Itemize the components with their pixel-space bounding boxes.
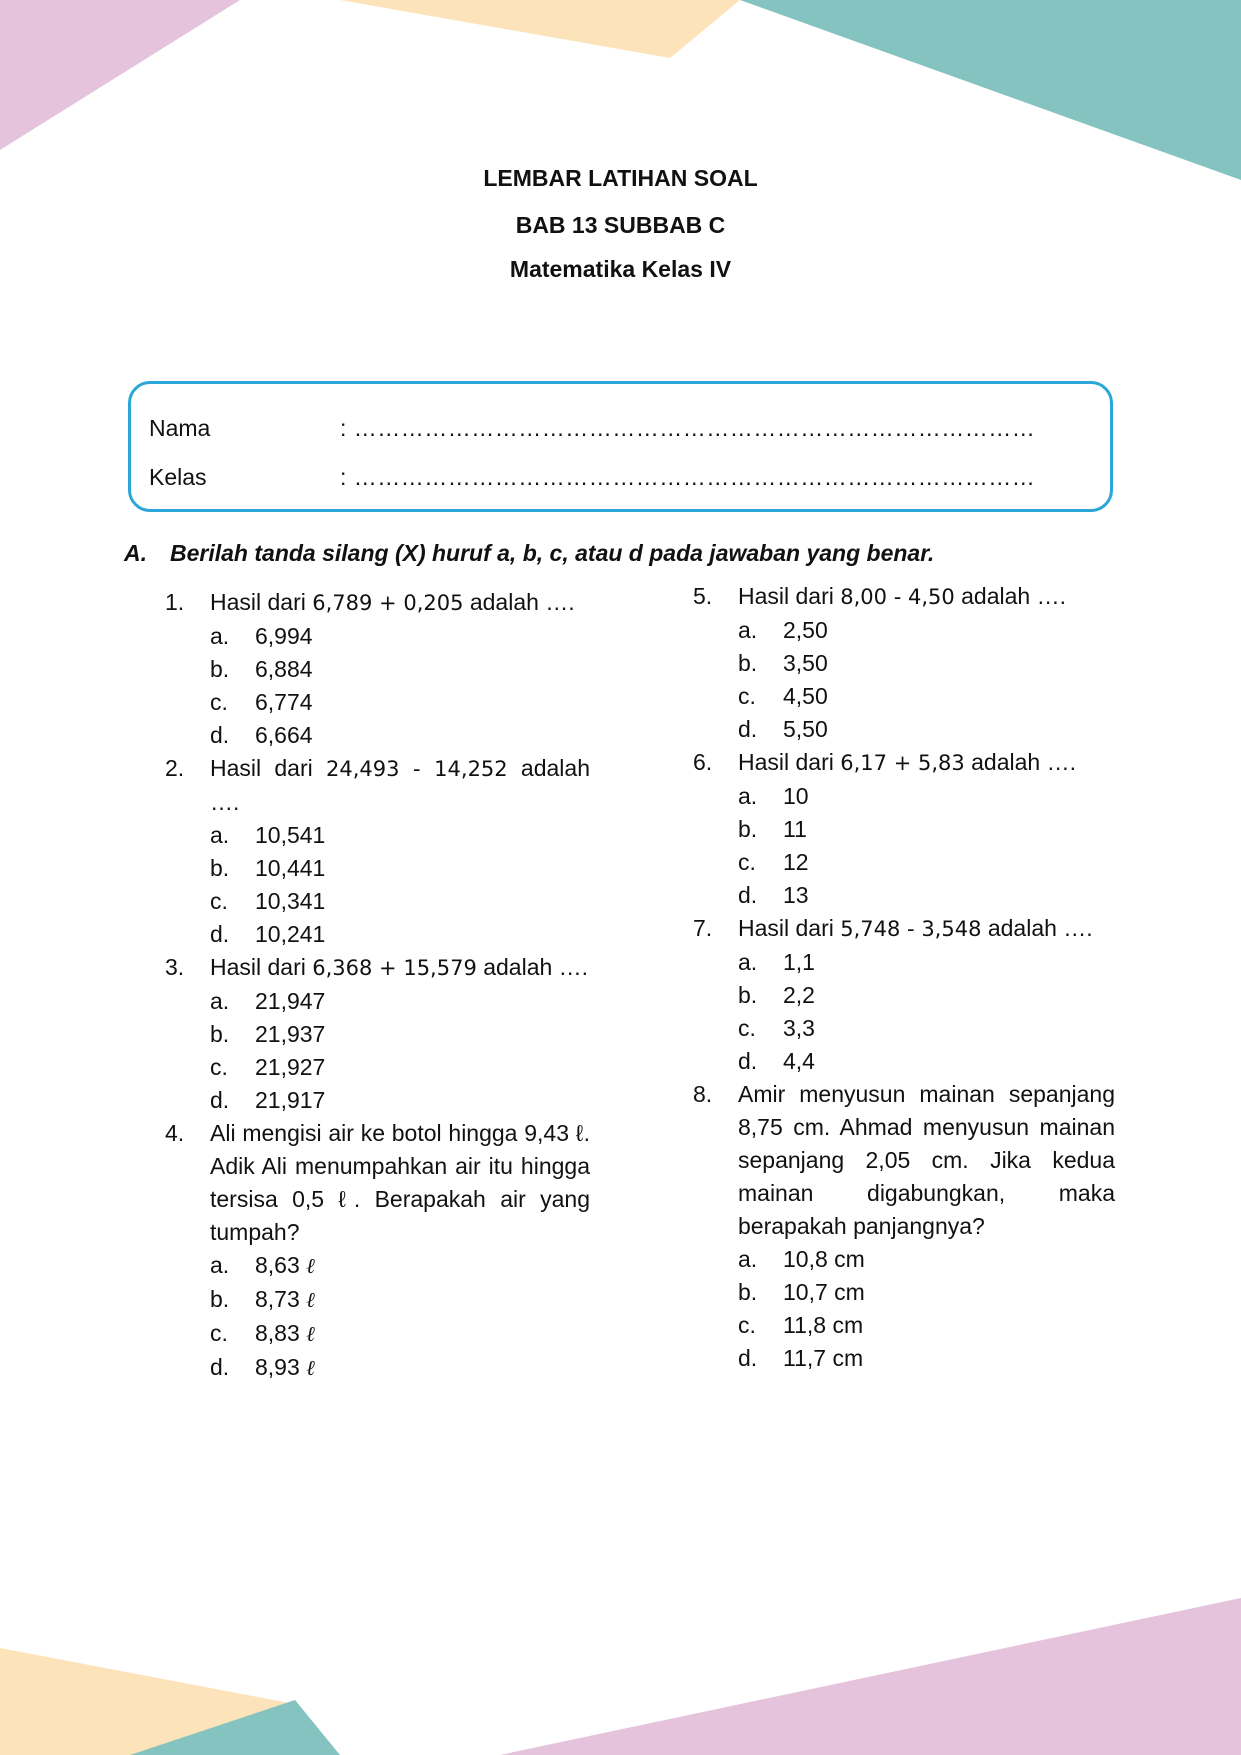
options-list	[738, 1243, 1115, 1375]
options-list	[210, 1249, 590, 1385]
question-expression: 6,368 + 15,579	[312, 956, 477, 980]
options-list	[738, 780, 1115, 912]
question-number: 4.	[165, 1120, 185, 1146]
litre-symbol: ℓ	[306, 1356, 315, 1380]
option-text: 10,341	[255, 888, 326, 914]
option-letter: d.	[738, 1048, 758, 1074]
question-suffix: adalah ….	[987, 915, 1093, 941]
litre-symbol: ℓ	[306, 1254, 315, 1278]
option-letter: c.	[738, 849, 756, 875]
name-field[interactable]: : ……………………………………………………………………………	[340, 415, 1036, 441]
option-letter: c.	[738, 1015, 756, 1041]
chapter-subtitle: BAB 13 SUBBAB C	[515, 212, 726, 238]
option-text: 1,1	[783, 949, 815, 975]
option-b[interactable]	[210, 852, 590, 885]
question-prefix: Hasil dari	[210, 589, 306, 615]
option-text: 5,50	[783, 716, 828, 742]
option-b[interactable]	[738, 1276, 1115, 1309]
option-c[interactable]	[738, 846, 1115, 879]
question-stem	[738, 580, 1115, 614]
student-identity-box	[128, 381, 1113, 512]
option-d[interactable]	[210, 918, 590, 951]
question-item	[165, 586, 590, 752]
option-text: 13	[783, 882, 809, 908]
question-suffix: adalah ….	[961, 583, 1066, 609]
question-item	[165, 752, 590, 951]
questions-left-column	[165, 586, 590, 1385]
options-list	[210, 819, 590, 951]
option-text: 8,63	[255, 1252, 300, 1278]
option-letter: b.	[210, 656, 230, 682]
option-d[interactable]	[210, 719, 590, 752]
options-list	[738, 614, 1115, 746]
option-text: 12	[783, 849, 809, 875]
option-text: 10,8 cm	[783, 1246, 865, 1272]
option-text: 10,7 cm	[783, 1279, 865, 1305]
option-letter: b.	[210, 1021, 230, 1047]
option-a[interactable]	[210, 1249, 590, 1283]
class-label: Kelas	[149, 464, 207, 490]
option-d[interactable]	[738, 879, 1115, 912]
question-number: 8.	[693, 1081, 713, 1107]
question-prefix: Hasil dari	[210, 755, 313, 781]
question-suffix: adalah ….	[483, 954, 589, 980]
question-stem	[738, 746, 1115, 780]
option-letter: a.	[738, 783, 758, 809]
option-letter: b.	[738, 1279, 758, 1305]
option-text: 21,917	[255, 1087, 326, 1113]
worksheet-title: LEMBAR LATIHAN SOAL	[483, 165, 758, 191]
option-letter: d.	[738, 1345, 758, 1371]
option-text: 6,994	[255, 623, 313, 649]
option-letter: a.	[738, 1246, 758, 1272]
option-text: 11,8 cm	[783, 1312, 864, 1338]
option-c[interactable]	[738, 680, 1115, 713]
option-a[interactable]	[738, 946, 1115, 979]
option-letter: a.	[210, 1252, 230, 1278]
instruction-text: Berilah tanda silang (X) huruf a, b, c, atau d pada jawaban yang benar.	[170, 540, 935, 566]
option-letter: d.	[210, 722, 230, 748]
option-c[interactable]	[738, 1012, 1115, 1045]
question-stem	[210, 951, 590, 985]
option-letter: c.	[738, 1312, 756, 1338]
option-letter: c.	[738, 683, 756, 709]
option-text: 6,664	[255, 722, 313, 748]
question-item	[165, 951, 590, 1117]
question-number: 2.	[165, 755, 185, 781]
question-number: 3.	[165, 954, 185, 980]
option-letter: d.	[738, 882, 758, 908]
question-expression: 5,748 - 3,548	[840, 917, 982, 941]
option-text: 2,2	[783, 982, 815, 1008]
option-letter: a.	[210, 623, 230, 649]
option-text: 3,3	[783, 1015, 815, 1041]
option-a[interactable]	[738, 1243, 1115, 1276]
option-a[interactable]	[210, 620, 590, 653]
option-text: 10,241	[255, 921, 326, 947]
option-a[interactable]	[738, 780, 1115, 813]
option-letter: b.	[738, 650, 758, 676]
section-a-instruction	[124, 540, 934, 567]
option-text: 21,937	[255, 1021, 326, 1047]
option-text: 21,947	[255, 988, 326, 1014]
option-b[interactable]	[210, 1283, 590, 1317]
question-prefix: Hasil dari	[738, 749, 834, 775]
question-item	[693, 580, 1115, 746]
option-c[interactable]	[210, 1317, 590, 1351]
option-text: 3,50	[783, 650, 828, 676]
option-text: 4,4	[783, 1048, 815, 1074]
question-prefix: Hasil dari	[738, 583, 834, 609]
option-text: 2,50	[783, 617, 828, 643]
section-letter: A.	[124, 540, 147, 566]
option-d[interactable]	[210, 1084, 590, 1117]
option-letter: c.	[210, 1054, 228, 1080]
question-stem	[210, 586, 590, 620]
question-suffix: adalah ….	[210, 755, 590, 815]
option-a[interactable]	[738, 614, 1115, 647]
options-list	[210, 620, 590, 752]
option-letter: b.	[210, 1286, 230, 1312]
question-number: 5.	[693, 583, 713, 609]
litre-symbol: ℓ	[306, 1288, 315, 1312]
question-stem: Amir menyusun mainan sepanjang 8,75 cm. Ahmad menyusun mainan sepanjang 2,05 cm. Jika kedua mainan digabungkan, maka berapakah panjangnya?	[738, 1081, 1115, 1239]
option-a[interactable]	[210, 985, 590, 1018]
option-letter: d.	[210, 921, 230, 947]
question-prefix: Hasil dari	[210, 954, 306, 980]
option-b[interactable]	[738, 813, 1115, 846]
option-text: 21,927	[255, 1054, 326, 1080]
name-label: Nama	[149, 415, 211, 441]
option-letter: d.	[210, 1087, 230, 1113]
option-c[interactable]	[210, 1051, 590, 1084]
option-letter: b.	[210, 855, 230, 881]
question-expression: 6,17 + 5,83	[840, 751, 965, 775]
option-text: 6,774	[255, 689, 313, 715]
question-expression: 8,00 - 4,50	[840, 585, 955, 609]
option-text: 4,50	[783, 683, 828, 709]
option-letter: d.	[210, 1354, 230, 1380]
option-text: 8,73	[255, 1286, 300, 1312]
option-b[interactable]	[738, 979, 1115, 1012]
questions-right-column	[693, 580, 1115, 1375]
option-letter: d.	[738, 716, 758, 742]
question-item	[693, 912, 1115, 1078]
question-stem: Ali mengisi air ke botol hingga 9,43 ℓ. Adik Ali menumpahkan air itu hingga tersisa 0,5 ℓ. Berapakah air yang tumpah?	[210, 1120, 590, 1245]
question-prefix: Hasil dari	[738, 915, 834, 941]
option-text: 11,7 cm	[783, 1345, 864, 1371]
question-stem	[210, 752, 590, 819]
question-number: 1.	[165, 589, 185, 615]
option-text: 8,83	[255, 1320, 300, 1346]
option-letter: c.	[210, 689, 228, 715]
subject-subtitle: Matematika Kelas IV	[509, 256, 732, 282]
option-d[interactable]	[210, 1351, 590, 1385]
option-text: 6,884	[255, 656, 313, 682]
class-field[interactable]: : ……………………………………………………………………………	[340, 464, 1036, 490]
option-b[interactable]	[210, 1018, 590, 1051]
option-d[interactable]	[738, 1045, 1115, 1078]
question-expression: 6,789 + 0,205	[312, 591, 464, 615]
question-stem	[738, 912, 1115, 946]
option-text: 10,441	[255, 855, 326, 881]
option-text: 10,541	[255, 822, 326, 848]
option-text: 10	[783, 783, 809, 809]
question-item	[165, 1117, 590, 1385]
option-c[interactable]	[210, 885, 590, 918]
option-letter: a.	[738, 949, 758, 975]
question-suffix: adalah ….	[469, 589, 575, 615]
option-text: 11	[783, 816, 807, 842]
option-letter: b.	[738, 982, 758, 1008]
litre-symbol: ℓ	[306, 1322, 315, 1346]
option-letter: b.	[738, 816, 758, 842]
option-text: 8,93	[255, 1354, 300, 1380]
option-c[interactable]	[738, 1309, 1115, 1342]
option-d[interactable]	[738, 713, 1115, 746]
question-number: 7.	[693, 915, 713, 941]
option-letter: a.	[210, 988, 230, 1014]
option-b[interactable]	[210, 653, 590, 686]
question-number: 6.	[693, 749, 713, 775]
question-item	[693, 746, 1115, 912]
options-list	[738, 946, 1115, 1078]
options-list	[210, 985, 590, 1117]
option-c[interactable]	[210, 686, 590, 719]
option-letter: a.	[210, 822, 230, 848]
option-a[interactable]	[210, 819, 590, 852]
question-suffix: adalah ….	[971, 749, 1076, 775]
option-letter: a.	[738, 617, 758, 643]
question-item	[693, 1078, 1115, 1375]
option-letter: c.	[210, 888, 228, 914]
option-b[interactable]	[738, 647, 1115, 680]
option-d[interactable]	[738, 1342, 1115, 1375]
question-expression: 24,493 - 14,252	[326, 757, 508, 781]
option-letter: c.	[210, 1320, 228, 1346]
